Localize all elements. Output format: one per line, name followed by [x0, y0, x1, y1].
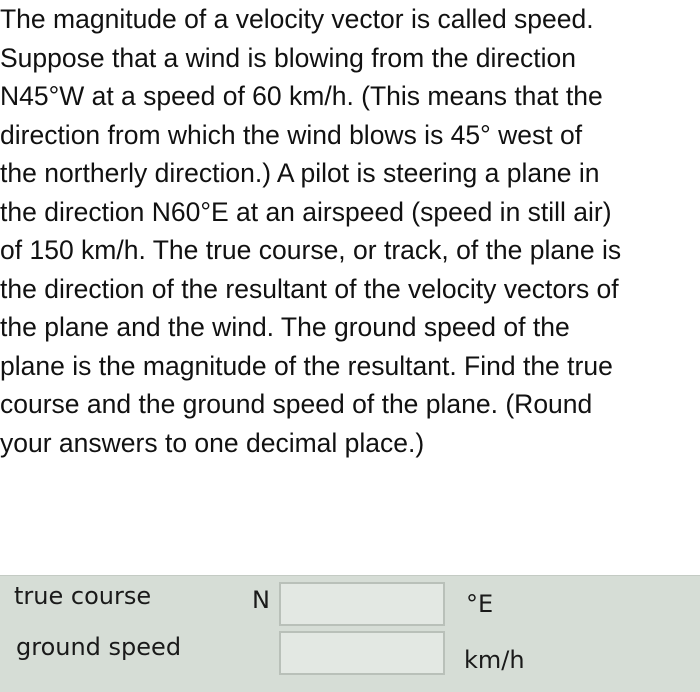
- problem-line: the plane and the wind. The ground speed of the: [0, 312, 570, 342]
- true-course-input[interactable]: [279, 582, 445, 626]
- problem-line: course and the ground speed of the plane. (Round: [0, 389, 593, 419]
- ground-speed-unit: km/h: [464, 646, 525, 674]
- problem-line: The magnitude of a velocity vector is called speed.: [0, 4, 594, 34]
- problem-line: the direction N60°E at an airspeed (speed in still air): [0, 196, 612, 227]
- ground-speed-label: ground speed: [16, 633, 182, 661]
- problem-line: direction from which the wind blows is 45° west of: [0, 119, 583, 150]
- problem-line: the northerly direction.) A pilot is steering a plane in: [0, 158, 600, 188]
- answer-panel: [0, 575, 700, 692]
- problem-line: the direction of the resultant of the velocity vectors of: [0, 273, 619, 304]
- true-course-label: true course: [14, 582, 152, 610]
- problem-line: your answers to one decimal place.): [0, 427, 425, 458]
- problem-line: plane is the magnitude of the resultant. Find the true: [0, 350, 613, 381]
- true-course-unit: °E: [466, 590, 494, 618]
- ground-speed-input[interactable]: [279, 631, 445, 675]
- problem-line: of 150 km/h. The true course, or track, of the plane is: [0, 235, 622, 265]
- problem-line: Suppose that a wind is blowing from the direction: [0, 42, 576, 73]
- true-course-prefix: N: [252, 586, 270, 614]
- problem-line: N45°W at a speed of 60 km/h. (This means that the: [0, 81, 603, 111]
